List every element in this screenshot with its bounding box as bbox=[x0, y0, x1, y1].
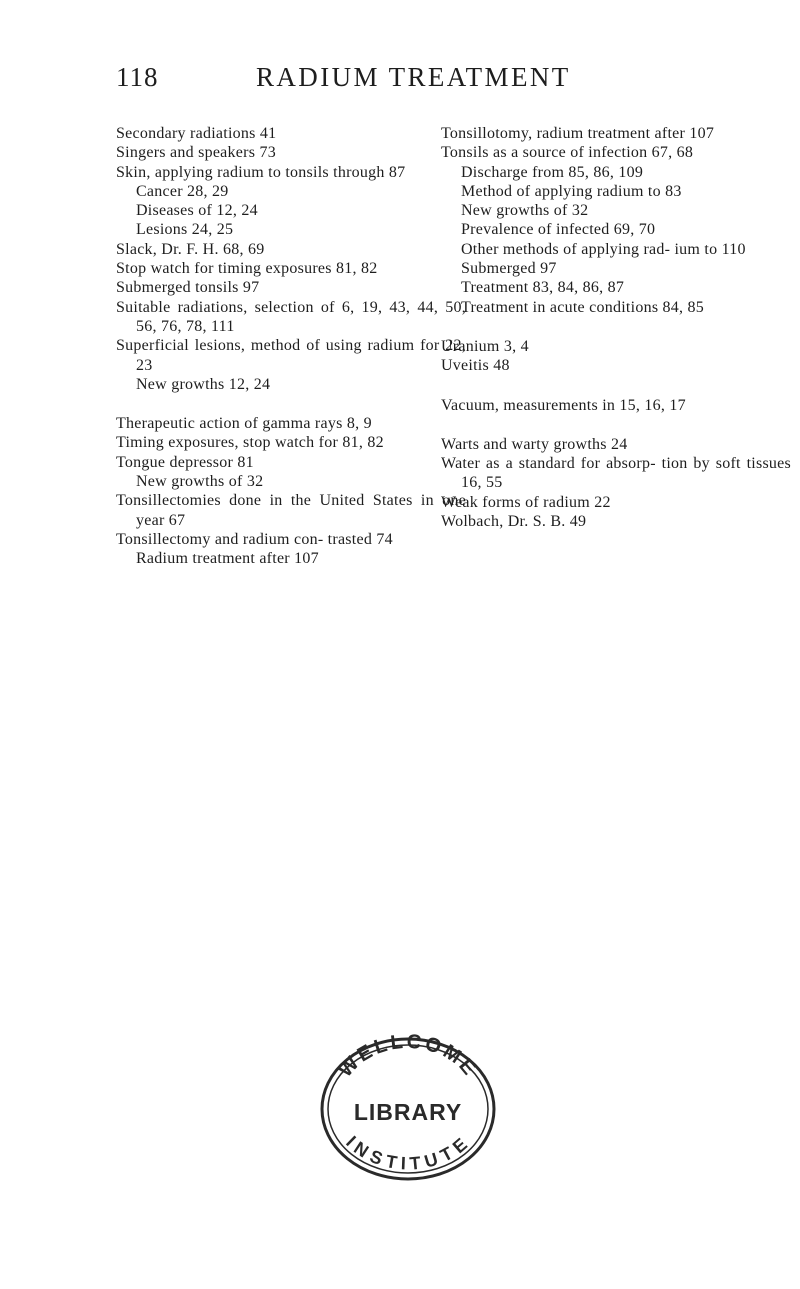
running-title: RADIUM TREATMENT bbox=[256, 62, 571, 92]
index-entry: Skin, applying radium to tonsils through 87 bbox=[116, 163, 406, 181]
index-entry: Slack, Dr. F. H. 68, 69 bbox=[116, 240, 265, 258]
section-gap bbox=[441, 376, 791, 396]
index-entry: Weak forms of radium 22 bbox=[441, 493, 611, 511]
index-entry: Vacuum, measurements in 15, 16, 17 bbox=[441, 396, 686, 414]
index-entry: Water as a standard for absorp- tion by soft tissues 16, 55 bbox=[441, 455, 791, 492]
index-subentry: Prevalence of infected 69, 70 bbox=[461, 221, 656, 239]
index-entry: Uranium 3, 4 bbox=[441, 337, 529, 355]
index-subentry: Cancer 28, 29 bbox=[136, 182, 229, 200]
index-entry: Tongue depressor 81 bbox=[116, 453, 254, 471]
index-entry: Secondary radiations 41 bbox=[116, 125, 277, 142]
index-entry: Tonsillotomy, radium treatment after 107 bbox=[441, 125, 715, 142]
index-subentry: Other methods of applying rad- ium to 110 bbox=[461, 240, 746, 258]
index-entry: Tonsillectomy and radium con- trasted 74 bbox=[116, 530, 393, 548]
index-entry: Suitable radiations, selection of 6, 19, 43, 44, 50, 56, 76, 78, 111 bbox=[116, 298, 466, 335]
stamp-bottom-text: INSTITUTE bbox=[342, 1132, 474, 1174]
stamp-top-text: WELLCOME bbox=[334, 1031, 482, 1082]
index-subentry: New growths of 32 bbox=[136, 473, 264, 491]
index-entry: Superficial lesions, method of using radium for 22, 23 bbox=[116, 337, 466, 374]
index-entry: Submerged tonsils 97 bbox=[116, 279, 260, 297]
section-gap bbox=[441, 415, 791, 435]
index-subentry: Diseases of 12, 24 bbox=[136, 202, 258, 220]
section-gap bbox=[441, 317, 791, 337]
index-entry: Uveitis 48 bbox=[441, 357, 510, 375]
index-entry: Wolbach, Dr. S. B. 49 bbox=[441, 513, 587, 531]
index-subentry: Discharge from 85, 86, 109 bbox=[461, 163, 644, 181]
index-subentry: Method of applying radium to 83 bbox=[461, 182, 682, 200]
index-column-right bbox=[441, 124, 791, 531]
index-subentry: Lesions 24, 25 bbox=[136, 221, 234, 239]
index-subentry: Treatment 83, 84, 86, 87 bbox=[461, 279, 625, 297]
index-entry: Singers and speakers 73 bbox=[116, 144, 276, 162]
page-header bbox=[116, 62, 716, 98]
index-entry: Stop watch for timing exposures 81, 82 bbox=[116, 260, 378, 278]
index-subentry: New growths of 32 bbox=[461, 202, 589, 220]
library-stamp bbox=[313, 1031, 503, 1181]
section-gap bbox=[116, 394, 466, 414]
index-entry: Therapeutic action of gamma rays 8, 9 bbox=[116, 415, 372, 433]
index-entry: Timing exposures, stop watch for 81, 82 bbox=[116, 434, 384, 452]
index-subentry: Radium treatment after 107 bbox=[136, 550, 319, 568]
index-subentry: New growths 12, 24 bbox=[136, 375, 271, 393]
index-entry: Tonsillectomies done in the United States in one year 67 bbox=[116, 492, 466, 529]
index-subentry: Treatment in acute conditions 84, 85 bbox=[461, 298, 705, 316]
index-column-left bbox=[116, 124, 466, 569]
stamp-center-text: LIBRARY bbox=[353, 1099, 463, 1125]
index-entry: Warts and warty growths 24 bbox=[441, 435, 628, 453]
index-subentry: Submerged 97 bbox=[461, 260, 557, 278]
page-number: 118 bbox=[116, 62, 159, 92]
index-entry: Tonsils as a source of infection 67, 68 bbox=[441, 144, 694, 162]
